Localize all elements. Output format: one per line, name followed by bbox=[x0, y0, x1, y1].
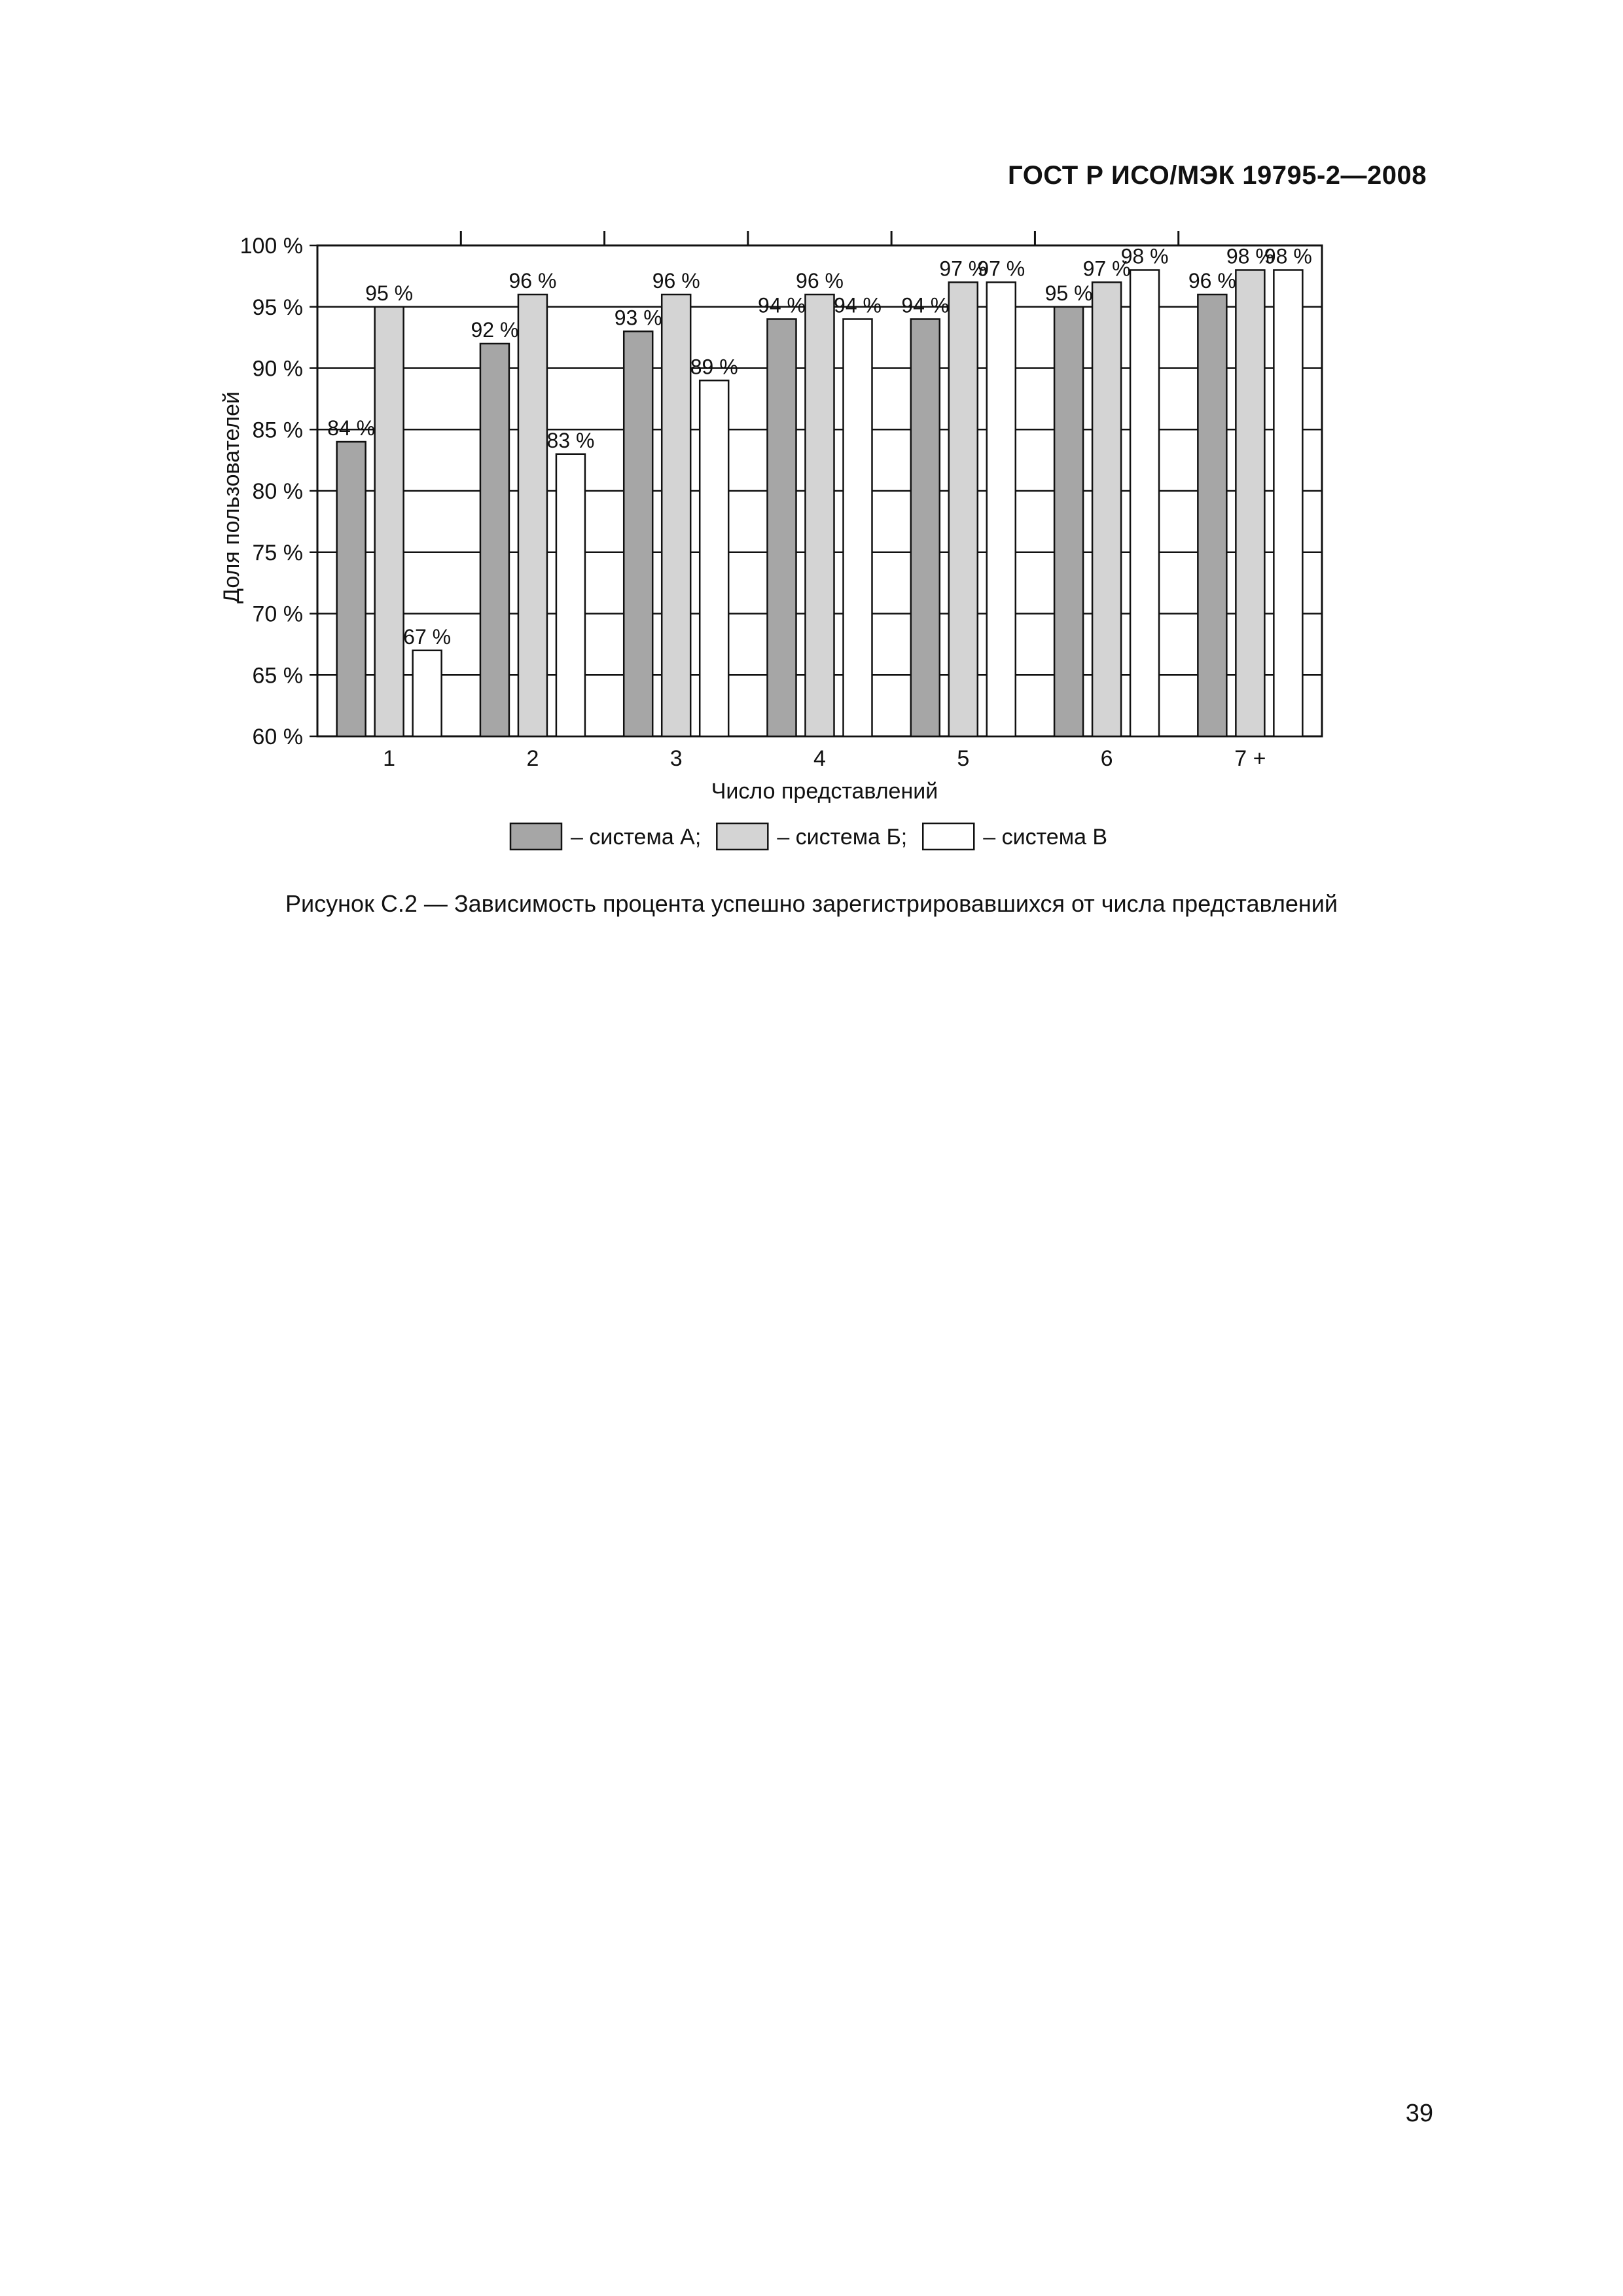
y-tick-label: 95 % bbox=[252, 295, 303, 320]
bar bbox=[1236, 270, 1264, 737]
bar-value-label: 97 % bbox=[1082, 257, 1131, 281]
y-tick-label: 70 % bbox=[252, 601, 303, 627]
bar-value-label: 96 % bbox=[508, 269, 557, 293]
y-tick-label: 75 % bbox=[252, 540, 303, 565]
y-tick-label: 85 % bbox=[252, 418, 303, 443]
bar bbox=[1274, 270, 1302, 737]
bar-value-label: 93 % bbox=[614, 306, 662, 330]
bar-value-label: 95 % bbox=[1044, 281, 1093, 305]
legend-label: – система В bbox=[983, 825, 1108, 850]
bar-value-label: 67 % bbox=[403, 624, 452, 649]
legend-swatch bbox=[717, 823, 768, 850]
bar bbox=[844, 319, 872, 737]
bar bbox=[518, 295, 547, 736]
bar bbox=[1054, 307, 1083, 736]
bar-value-label: 98 % bbox=[1264, 244, 1312, 268]
x-tick-label: 2 bbox=[526, 746, 539, 771]
bar-value-label: 97 % bbox=[939, 257, 988, 281]
bar bbox=[337, 442, 366, 736]
page-number: 39 bbox=[1405, 2100, 1433, 2127]
x-tick-label: 3 bbox=[669, 746, 683, 771]
bar bbox=[375, 307, 404, 736]
bar-value-label: 98 % bbox=[1226, 244, 1274, 268]
legend-label: – система А; bbox=[571, 825, 702, 850]
legend-swatch bbox=[923, 823, 974, 850]
x-axis-label: Число представлений bbox=[711, 779, 938, 804]
document-header: ГОСТ Р ИСО/МЭК 19795-2—2008 bbox=[1008, 161, 1427, 190]
bar-value-label: 97 % bbox=[977, 257, 1026, 281]
bar bbox=[624, 331, 652, 736]
bar bbox=[1198, 295, 1226, 736]
x-tick-label: 6 bbox=[1100, 746, 1113, 771]
bar bbox=[1130, 270, 1159, 737]
bar-value-label: 96 % bbox=[796, 269, 844, 293]
y-tick-label: 65 % bbox=[252, 663, 303, 689]
bar-value-label: 94 % bbox=[758, 293, 806, 317]
bar-value-label: 94 % bbox=[901, 293, 950, 317]
bar bbox=[480, 344, 509, 736]
legend bbox=[510, 823, 1107, 850]
legend-label: – система Б; bbox=[777, 825, 908, 850]
bar bbox=[949, 282, 978, 736]
bar-value-label: 84 % bbox=[327, 416, 376, 440]
bar-value-label: 96 % bbox=[652, 269, 700, 293]
y-tick-label: 90 % bbox=[252, 356, 303, 382]
bar bbox=[700, 380, 728, 736]
bar-value-label: 96 % bbox=[1188, 269, 1236, 293]
bar bbox=[413, 651, 442, 736]
bar bbox=[911, 319, 940, 737]
y-tick-label: 60 % bbox=[252, 725, 303, 749]
bar bbox=[556, 454, 585, 736]
bar bbox=[1092, 282, 1121, 736]
bar-value-label: 83 % bbox=[546, 428, 595, 452]
bar-value-label: 95 % bbox=[365, 281, 414, 305]
x-tick-label: 4 bbox=[813, 746, 826, 771]
figure-caption: Рисунок С.2 — Зависимость процента успешно зарегистрировавшихся от числа представлений bbox=[285, 890, 1338, 917]
bar bbox=[662, 295, 690, 736]
legend-swatch bbox=[510, 823, 562, 850]
bar-chart bbox=[196, 223, 1387, 877]
bar bbox=[987, 282, 1016, 736]
y-ticks bbox=[240, 234, 303, 749]
x-tick-label: 1 bbox=[383, 746, 396, 771]
x-tick-label: 5 bbox=[957, 746, 970, 771]
bar-value-label: 94 % bbox=[834, 293, 882, 317]
y-tick-label: 80 % bbox=[252, 479, 303, 504]
bar bbox=[768, 319, 796, 737]
bar-value-label: 92 % bbox=[471, 318, 519, 342]
x-tick-label: 7 + bbox=[1234, 746, 1266, 771]
y-tick-label: 100 % bbox=[240, 234, 303, 259]
bar bbox=[806, 295, 834, 736]
bar-value-label: 89 % bbox=[690, 355, 738, 379]
y-axis-label: Доля пользователей bbox=[219, 391, 244, 604]
bar-value-label: 98 % bbox=[1120, 244, 1169, 268]
